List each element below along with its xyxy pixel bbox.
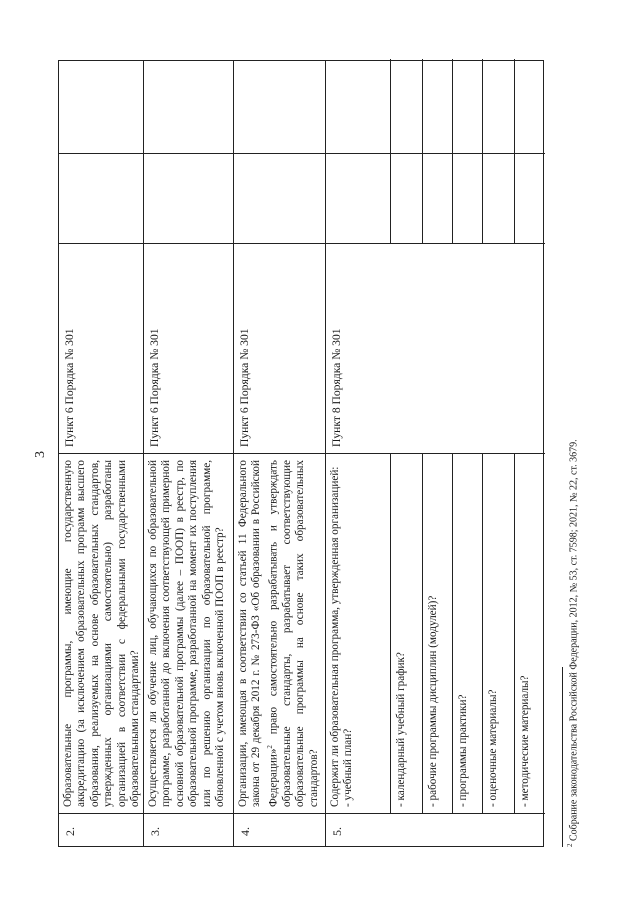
list-item: - методические материалы? [514, 454, 546, 813]
answer-cell[interactable] [144, 154, 233, 244]
list-item: - оценочные материалы? [482, 454, 514, 813]
list-item: - программы практики? [452, 454, 482, 813]
row-number: 5. [330, 827, 344, 836]
note-cell[interactable] [59, 59, 143, 154]
note-cell[interactable] [234, 59, 325, 154]
question-text: Осуществляется ли обучение лиц, обучающихся по образовательной программе, разработанной до включения соответствующей примерной основной образовательной программы (далее – ПООП) в реестр, по образовательной программе, разработанной на момент их поступления или по решению организации по образовательной программе, обновленной с учетом вновь включенной ПООП в реестр? [147, 460, 227, 807]
table-row [233, 61, 325, 846]
legal-reference: Пункт 6 Порядка № 301 [238, 328, 251, 447]
question-text: Организации, имеющая в соответствии со статьей 11 Федерального закона от 29 декабря 2012 г. № 273-ФЗ «Об образовании в Российской Федерации»$^2$ право самостоятельно разрабатывать и утверждать образовательные стандарты, разрабатывает соответствующие образовательные программы на основе таких образовательных стандартов? [237, 460, 320, 807]
question-text: Содержит ли образовательная программа, утвержденная организацией: - учебный план? [329, 466, 355, 807]
list-item: - календарный учебный график? [390, 454, 422, 813]
table-row [325, 61, 545, 846]
list-item: - рабочие программы дисциплин (модулей)? [422, 454, 452, 813]
checklist-table [58, 60, 544, 847]
table-row [59, 61, 143, 846]
answer-cell[interactable] [326, 154, 545, 244]
footnote: $^2$ Собрание законодательства Российской Федерации, 2012, № 53, ст. 7598; 2021, № 22, ст. 3679. [566, 439, 580, 847]
row-number: 3. [148, 827, 162, 836]
legal-reference: Пункт 8 Порядка № 301 [330, 328, 343, 447]
note-cell[interactable] [144, 59, 233, 154]
note-cell[interactable] [326, 59, 545, 154]
legal-reference: Пункт 6 Порядка № 301 [63, 328, 76, 447]
answer-cell[interactable] [59, 154, 143, 244]
table-row [143, 61, 233, 846]
footnote-ref[interactable]: 2 [265, 745, 274, 749]
page-number: 3 [33, 451, 48, 458]
footnote-separator [562, 667, 563, 847]
legal-reference: Пункт 6 Порядка № 301 [148, 328, 161, 447]
question-text: Образовательные программы, имеющие государственную аккредитацию (за исключением образовательных программ высшего образования, реализуемых на основе образовательных стандартов, утвержденных организациями самостоятельно) разработаны организацией в соответствии с федеральными государственными образовательными стандартами? [62, 460, 142, 807]
answer-cell[interactable] [234, 154, 325, 244]
row-number: 2. [63, 827, 77, 836]
row-number: 4. [238, 827, 252, 836]
